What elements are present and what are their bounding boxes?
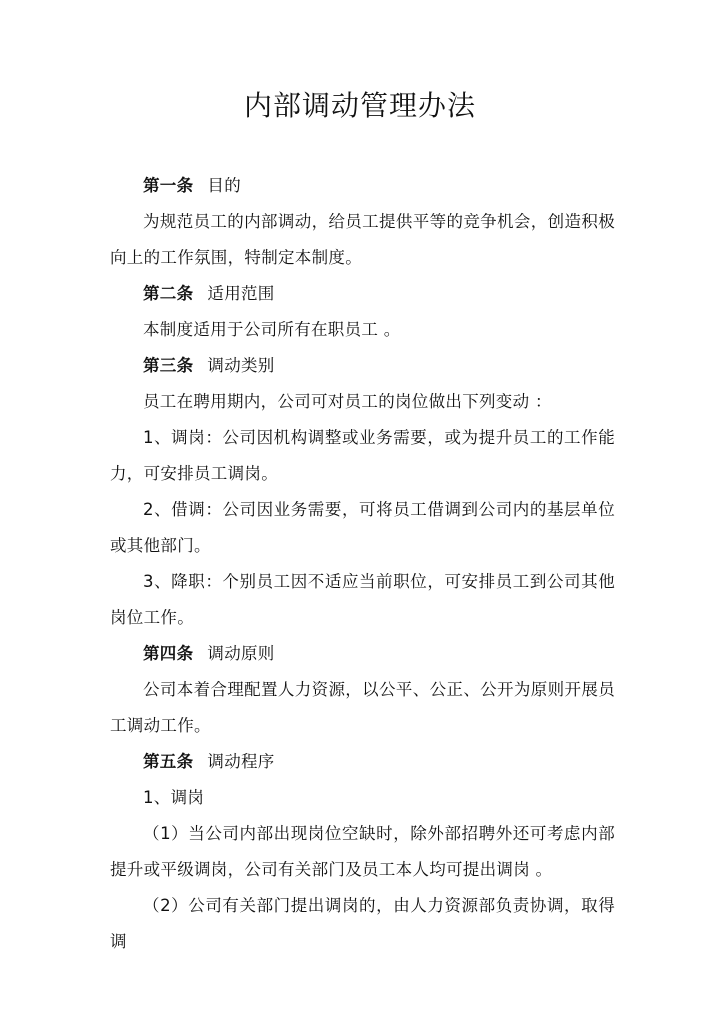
- list-item: 3、降职：个别员工因不适应当前职位，可安排员工到公司其他岗位工作。: [110, 572, 615, 627]
- article-subject: 调动类别: [207, 356, 275, 375]
- article-heading: [110, 636, 615, 672]
- list-item: （2）公司有关部门提出调岗的，由人力资源部负责协调，取得调: [110, 896, 615, 951]
- document-title: 内部调动管理办法: [243, 89, 476, 122]
- article-heading: [110, 744, 615, 780]
- article-number: 第二条: [143, 284, 194, 303]
- paragraph: 员工在聘用期内，公司可对员工的岗位做出下列变动 ：: [143, 392, 552, 411]
- document-body: [110, 168, 615, 960]
- list-item: 1、调岗: [143, 788, 205, 807]
- article-subject: 适用范围: [207, 284, 275, 303]
- article-subject: 调动原则: [207, 644, 275, 663]
- article-subject: 目的: [207, 176, 242, 195]
- paragraph: 公司本着合理配置人力资源，以公平、公正、公开为原则开展员工调动工作。: [110, 680, 615, 735]
- list-item: 2、借调：公司因业务需要，可将员工借调到公司内的基层单位或其他部门。: [110, 500, 615, 555]
- article-number: 第五条: [143, 752, 194, 771]
- article-heading: [110, 168, 615, 204]
- article-heading: [110, 276, 615, 312]
- list-item: 1、调岗：公司因机构调整或业务需要，或为提升员工的工作能力，可安排员工调岗。: [110, 428, 615, 483]
- article-number: 第一条: [143, 176, 194, 195]
- article-number: 第三条: [143, 356, 194, 375]
- paragraph: 本制度适用于公司所有在职员工 。: [143, 320, 401, 339]
- article-subject: 调动程序: [207, 752, 275, 771]
- paragraph: 为规范员工的内部调动，给员工提供平等的竞争机会，创造积极向上的工作氛围，特制定本制度。: [110, 212, 615, 267]
- article-heading: [110, 348, 615, 384]
- list-item: （1）当公司内部出现岗位空缺时，除外部招聘外还可考虑内部提升或平级调岗，公司有关部门及员工本人均可提出调岗 。: [110, 824, 615, 879]
- article-number: 第四条: [143, 644, 194, 663]
